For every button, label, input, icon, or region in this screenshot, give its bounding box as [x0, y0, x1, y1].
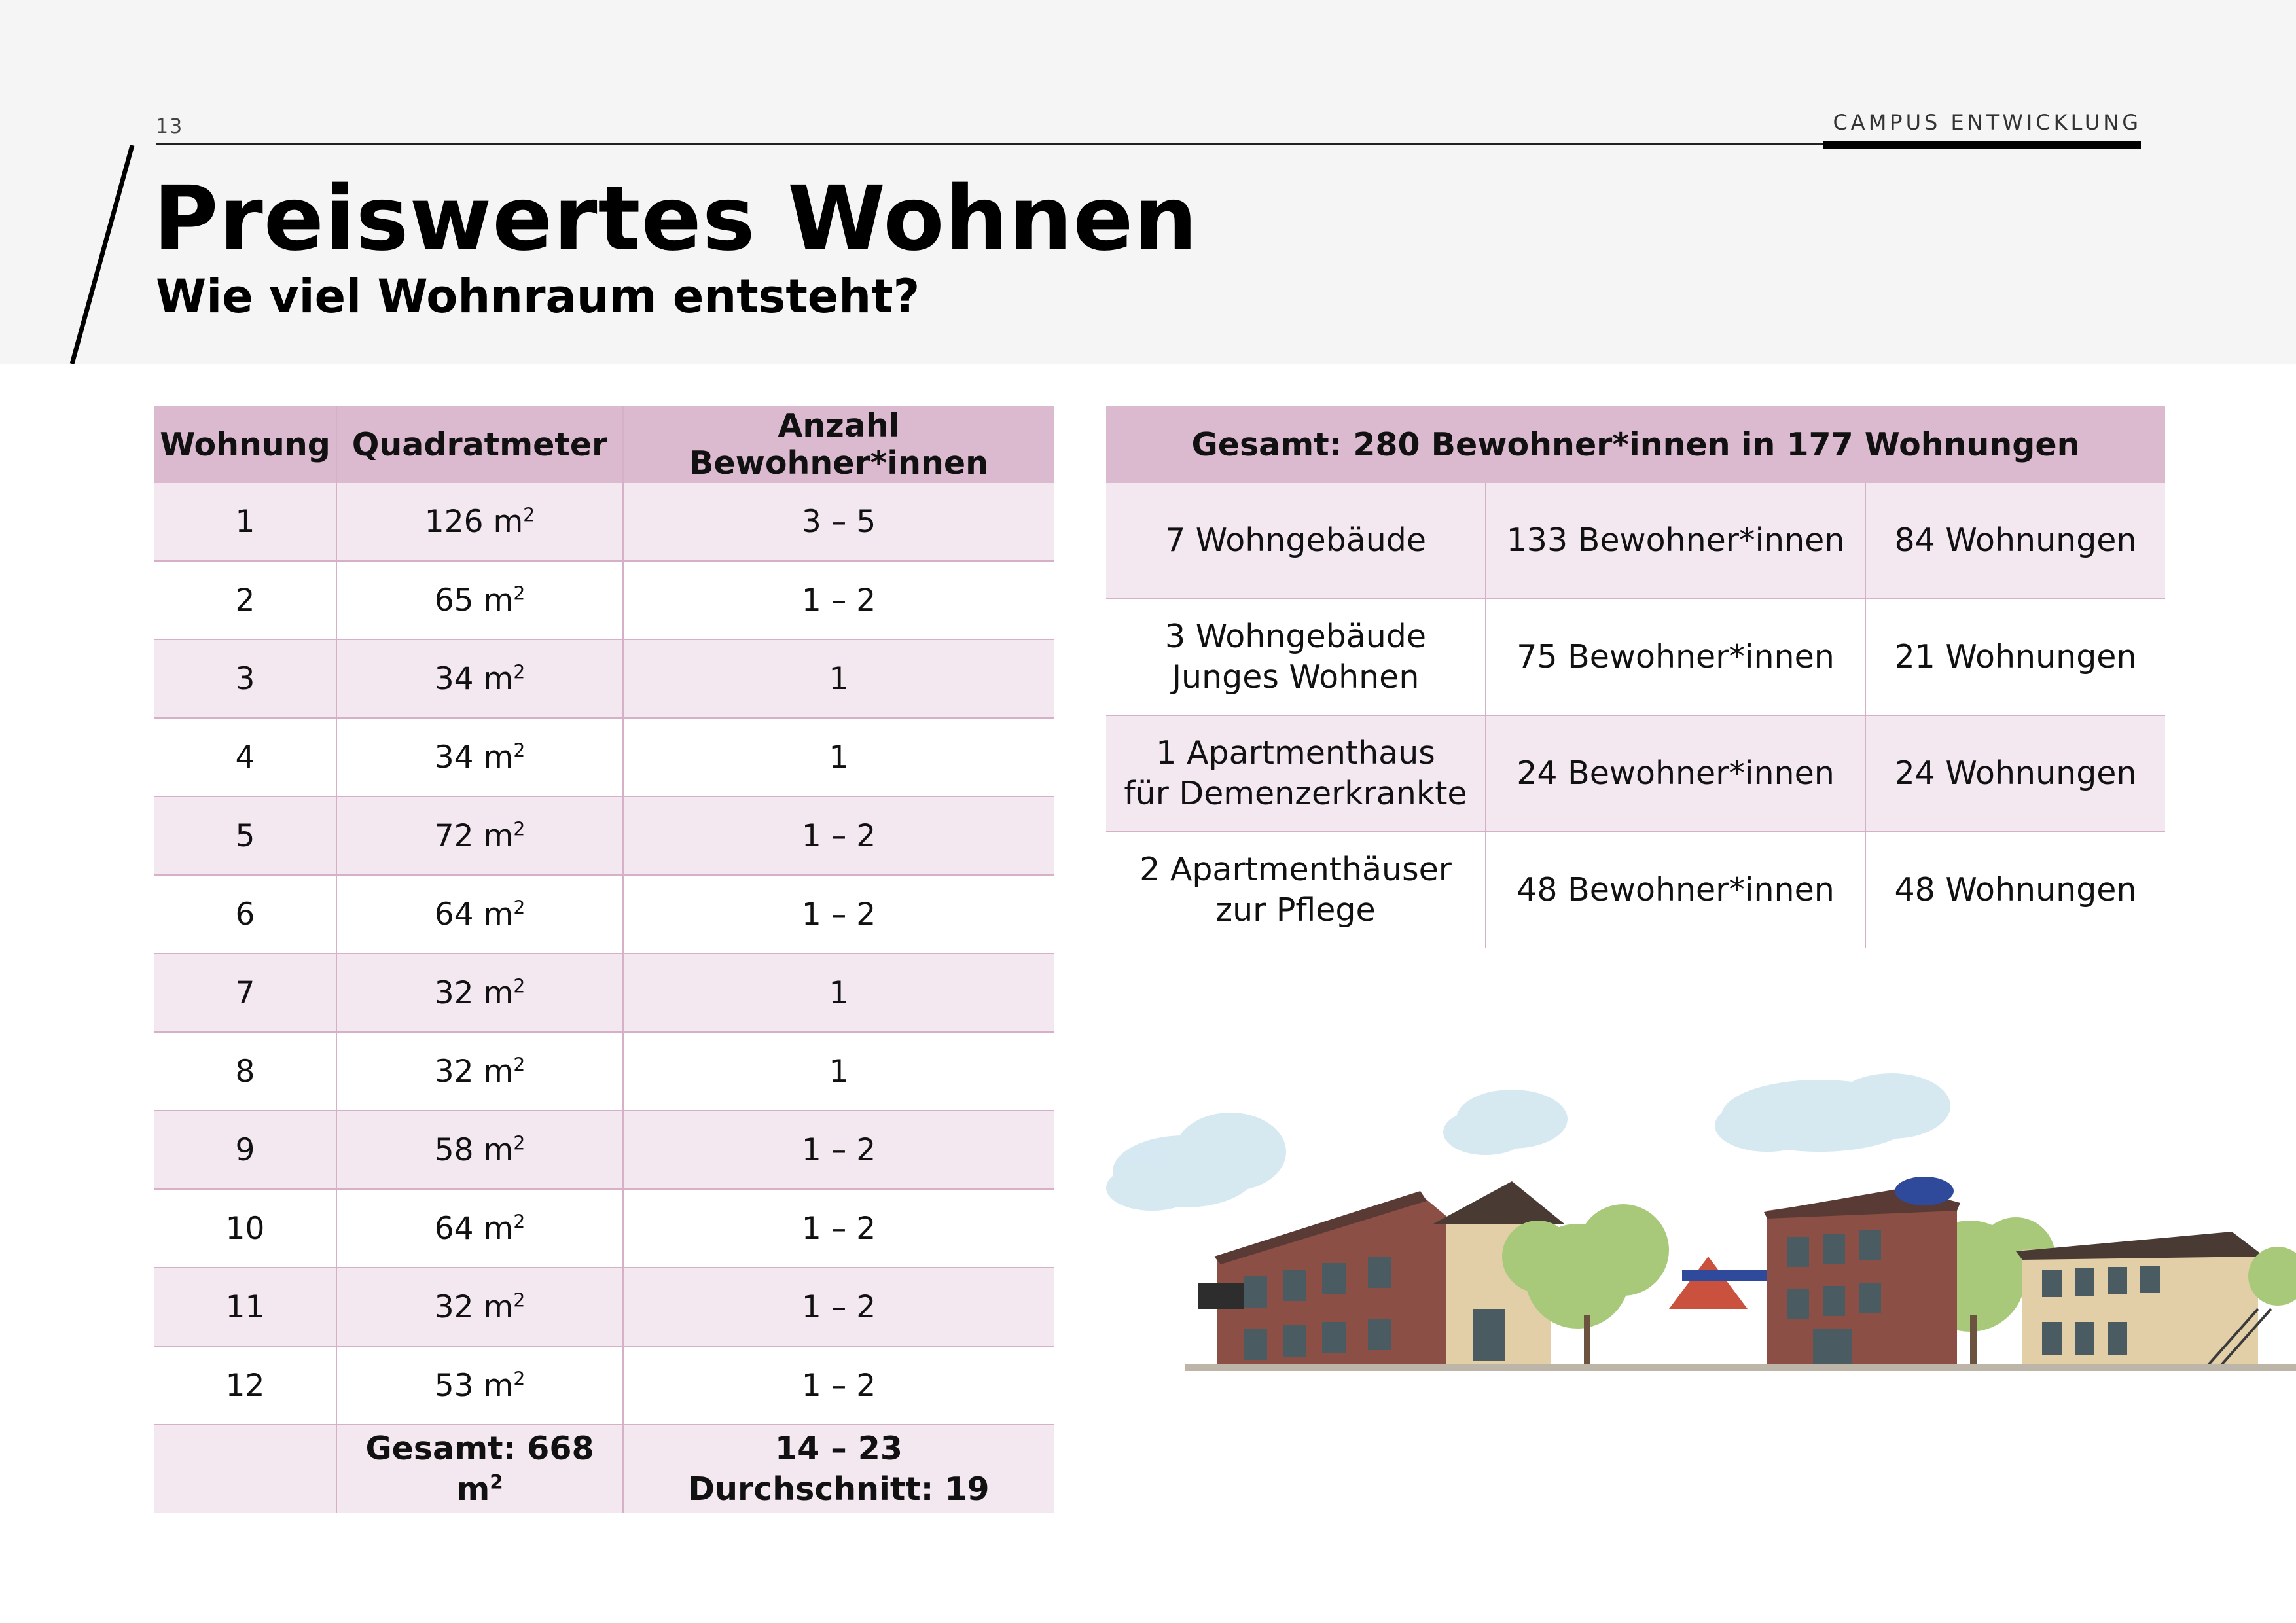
unit-residents-cell: 1 – 2 [623, 875, 1054, 954]
unit-residents-cell: 1 – 2 [623, 1189, 1054, 1268]
unit-area-power: 2 [513, 660, 526, 683]
unit-area-cell [336, 561, 623, 639]
unit-area-value: 65 [434, 582, 474, 618]
summary-residents-cell: 75 Bewohner*innen [1486, 599, 1865, 715]
unit-area-power: 2 [513, 739, 526, 761]
unit-area-suffix: m [483, 739, 514, 776]
summary-table-row [1106, 483, 2165, 599]
building-type-cell [1106, 599, 1486, 715]
units-table-row [154, 796, 1054, 875]
page-subtitle: Wie viel Wohnraum entsteht? [156, 270, 920, 323]
unit-area-suffix: m [483, 1132, 514, 1168]
unit-number-cell: 3 [154, 639, 336, 718]
total-area-cell [336, 1425, 623, 1513]
unit-area-power: 2 [513, 1367, 526, 1389]
page-title: Preiswertes Wohnen [153, 168, 1198, 271]
units-table-row [154, 875, 1054, 954]
unit-area-value: 32 [434, 974, 474, 1011]
total-residents-range: 14 – 23 [775, 1430, 903, 1467]
unit-number-cell: 10 [154, 1189, 336, 1268]
unit-area-power: 2 [523, 503, 535, 526]
unit-residents-cell: 1 – 2 [623, 1268, 1054, 1346]
units-table-row [154, 954, 1054, 1032]
building-type-cell [1106, 832, 1486, 948]
unit-number-cell: 5 [154, 796, 336, 875]
unit-residents-cell: 1 [623, 954, 1054, 1032]
unit-residents-cell: 1 – 2 [623, 1111, 1054, 1189]
unit-number-cell: 2 [154, 561, 336, 639]
column-header-residents: Anzahl Bewohner*innen [623, 406, 1054, 483]
building-type-cell [1106, 483, 1486, 599]
unit-area-power: 2 [513, 1053, 526, 1075]
unit-area-suffix: m [483, 896, 514, 933]
units-table-row [154, 1268, 1054, 1346]
unit-residents-cell: 1 [623, 1032, 1054, 1111]
unit-number-cell: 7 [154, 954, 336, 1032]
units-table-row [154, 483, 1054, 561]
summary-units-cell: 84 Wohnungen [1865, 483, 2165, 599]
units-table-row [154, 718, 1054, 796]
unit-area-cell [336, 718, 623, 796]
unit-residents-cell: 1 [623, 718, 1054, 796]
unit-number-cell: 4 [154, 718, 336, 796]
campus-buildings-illustration [1106, 1060, 2296, 1400]
unit-area-cell [336, 875, 623, 954]
unit-number-cell: 11 [154, 1268, 336, 1346]
summary-units-cell: 21 Wohnungen [1865, 599, 2165, 715]
units-table-body [154, 483, 1054, 1425]
units-table-row [154, 1346, 1054, 1425]
summary-table-header-row [1106, 406, 2165, 483]
unit-residents-cell: 1 – 2 [623, 796, 1054, 875]
summary-units-cell: 48 Wohnungen [1865, 832, 2165, 948]
unit-area-value: 34 [434, 739, 474, 776]
unit-area-suffix: m [483, 974, 514, 1011]
unit-area-cell [336, 796, 623, 875]
unit-area-value: 58 [434, 1132, 474, 1168]
unit-number-cell: 12 [154, 1346, 336, 1425]
unit-area-value: 53 [434, 1367, 474, 1404]
unit-area-suffix: m [483, 817, 514, 854]
summary-residents-cell: 48 Bewohner*innen [1486, 832, 1865, 948]
unit-number-cell: 8 [154, 1032, 336, 1111]
unit-area-value: 32 [434, 1289, 474, 1325]
summary-units-cell: 24 Wohnungen [1865, 715, 2165, 832]
unit-number-cell: 9 [154, 1111, 336, 1189]
unit-residents-cell: 3 – 5 [623, 483, 1054, 561]
unit-area-power: 2 [513, 817, 526, 840]
building-type-line: zur Pflege [1215, 891, 1376, 929]
unit-area-power: 2 [513, 896, 526, 918]
unit-area-cell [336, 1189, 623, 1268]
unit-area-cell [336, 1111, 623, 1189]
page-number: 13 [156, 115, 184, 138]
unit-area-cell [336, 954, 623, 1032]
units-table-total-row [154, 1425, 1054, 1513]
summary-table-row [1106, 715, 2165, 832]
units-table-row [154, 561, 1054, 639]
total-area: Gesamt: 668 m [365, 1430, 594, 1508]
building-type-line: 1 Apartmenthaus [1156, 734, 1435, 772]
building-type-line: für Demenzerkrankte [1124, 775, 1467, 812]
unit-area-cell [336, 639, 623, 718]
section-underline [1823, 141, 2141, 149]
column-header-area: Quadratmeter [336, 406, 623, 483]
unit-area-value: 126 [424, 503, 484, 540]
unit-area-power: 2 [513, 582, 526, 604]
unit-area-cell [336, 1346, 623, 1425]
units-table-row [154, 1032, 1054, 1111]
total-residents-cell [623, 1425, 1054, 1513]
summary-table [1106, 406, 2165, 948]
unit-number-cell: 6 [154, 875, 336, 954]
unit-area-suffix: m [483, 1210, 514, 1247]
building-type-line: 7 Wohngebäude [1164, 522, 1427, 559]
unit-area-power: 2 [513, 974, 526, 997]
unit-area-cell [336, 1268, 623, 1346]
summary-table-row [1106, 599, 2165, 715]
unit-area-cell [336, 483, 623, 561]
units-table-row [154, 1111, 1054, 1189]
building-type-cell [1106, 715, 1486, 832]
unit-area-value: 64 [434, 1210, 474, 1247]
unit-area-value: 64 [434, 896, 474, 933]
unit-area-suffix: m [483, 1367, 514, 1404]
unit-area-power: 2 [513, 1210, 526, 1232]
unit-residents-cell: 1 [623, 639, 1054, 718]
unit-area-suffix: m [483, 1289, 514, 1325]
summary-header: Gesamt: 280 Bewohner*innen in 177 Wohnungen [1106, 406, 2165, 483]
building-type-line: 2 Apartmenthäuser [1139, 851, 1452, 888]
summary-table-body [1106, 483, 2165, 948]
units-table-header-row [154, 406, 1054, 483]
summary-residents-cell: 133 Bewohner*innen [1486, 483, 1865, 599]
units-table [154, 406, 1054, 1513]
unit-area-value: 72 [434, 817, 474, 854]
total-empty-cell [154, 1425, 336, 1513]
unit-area-value: 32 [434, 1053, 474, 1090]
summary-table-row [1106, 832, 2165, 948]
summary-residents-cell: 24 Bewohner*innen [1486, 715, 1865, 832]
units-table-row [154, 1189, 1054, 1268]
total-area-unit-power: 2 [490, 1471, 503, 1493]
column-header-unit: Wohnung [154, 406, 336, 483]
unit-area-suffix: m [483, 1053, 514, 1090]
building-type-line: Junges Wohnen [1172, 658, 1420, 696]
header-slash-decoration [0, 0, 157, 364]
unit-number-cell: 1 [154, 483, 336, 561]
unit-residents-cell: 1 – 2 [623, 1346, 1054, 1425]
unit-area-value: 34 [434, 660, 474, 697]
units-table-row [154, 639, 1054, 718]
unit-area-suffix: m [483, 582, 514, 618]
section-label: CAMPUS ENTWICKLUNG [1833, 110, 2142, 135]
unit-area-power: 2 [513, 1289, 526, 1311]
unit-residents-cell: 1 – 2 [623, 561, 1054, 639]
building-type-line: 3 Wohngebäude [1164, 618, 1427, 655]
total-residents-average: Durchschnitt: 19 [688, 1471, 990, 1508]
unit-area-power: 2 [513, 1132, 526, 1154]
unit-area-suffix: m [483, 660, 514, 697]
unit-area-cell [336, 1032, 623, 1111]
unit-area-suffix: m [493, 503, 524, 540]
